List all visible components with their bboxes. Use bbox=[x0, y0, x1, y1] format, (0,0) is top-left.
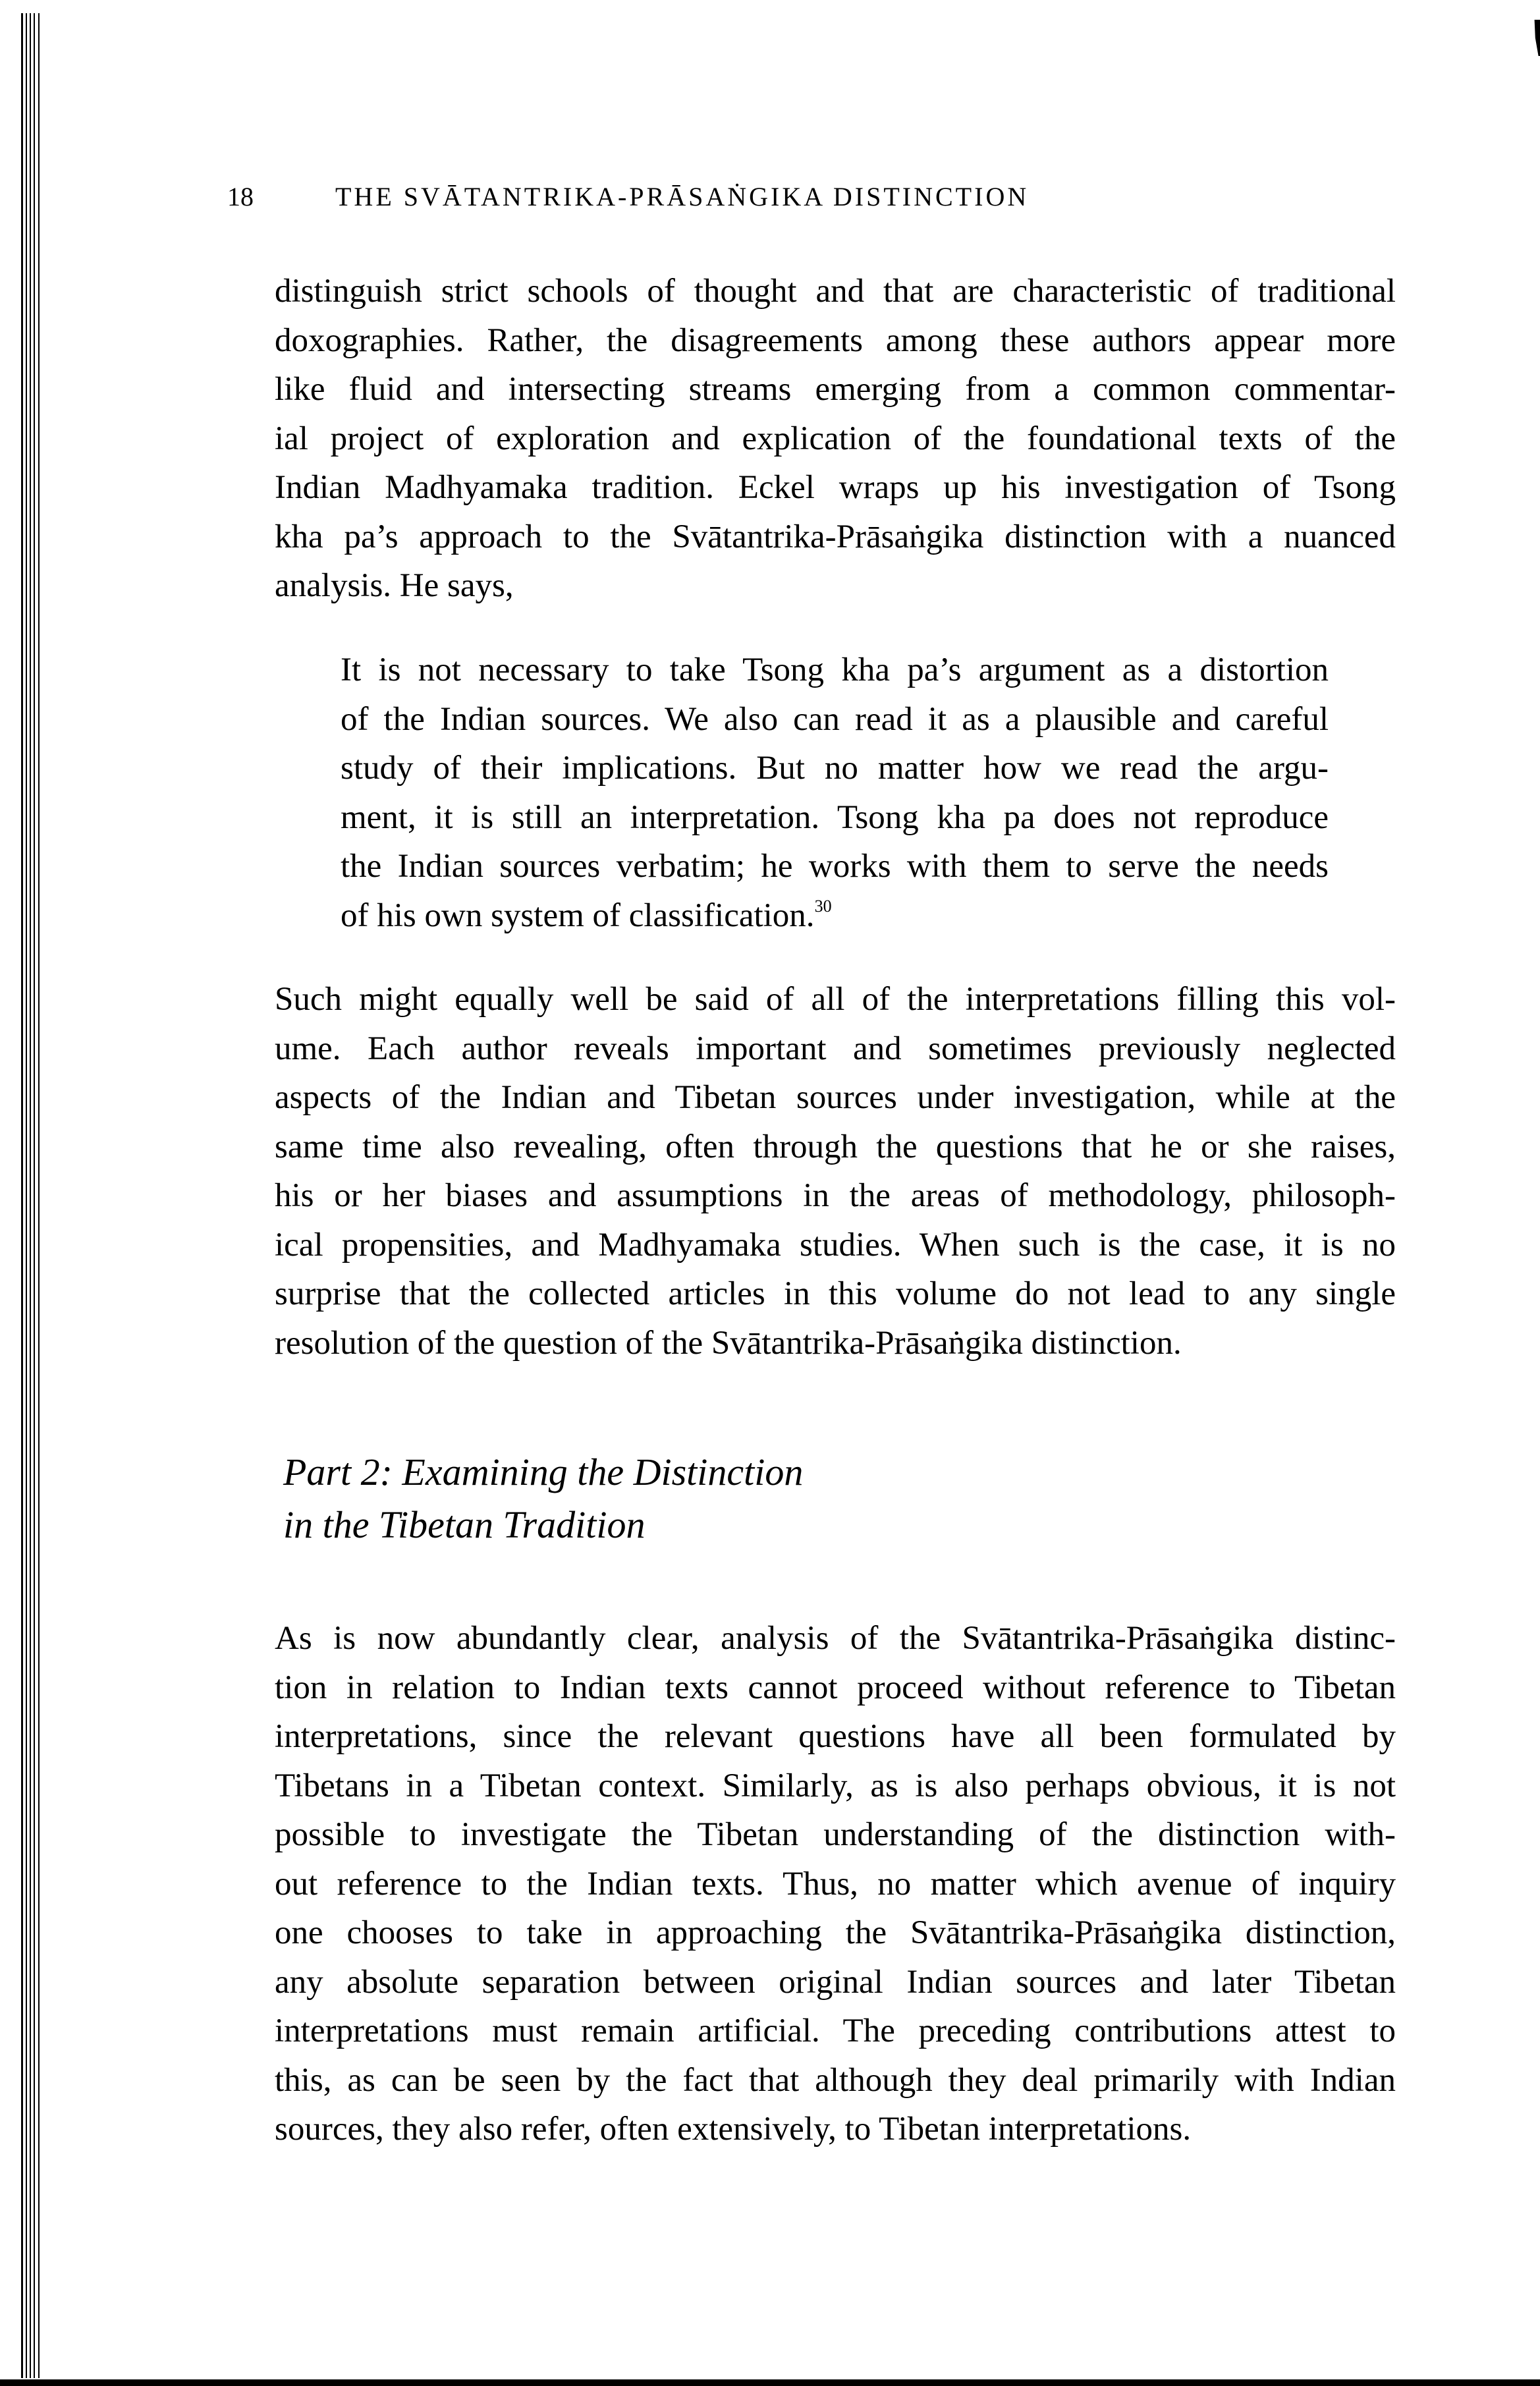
text-line: possible to investigate the Tibetan understanding of the distinction with- bbox=[275, 1816, 1396, 1853]
scan-corner-artifact bbox=[1532, 20, 1540, 56]
text-line: aspects of the Indian and Tibetan sources under investigation, while at the bbox=[275, 1079, 1396, 1116]
text-line: his or her biases and assumptions in the areas of methodology, philosoph- bbox=[275, 1177, 1396, 1214]
section-heading bbox=[283, 1446, 803, 1551]
text-line: distinguish strict schools of thought and that are characteristic of traditional bbox=[275, 273, 1396, 310]
page-number: 18 bbox=[227, 182, 254, 211]
text-line: Such might equally well be said of all of the interpretations filling this vol- bbox=[275, 981, 1396, 1018]
running-head: THE SVĀTANTRIKA-PRĀSAṄGIKA DISTINCTION bbox=[335, 182, 1030, 211]
text-line: any absolute separation between original Indian sources and later Tibetan bbox=[275, 1963, 1396, 2001]
text-line: tion in relation to Indian texts cannot proceed without reference to Tibetan bbox=[275, 1669, 1396, 1706]
text-line: resolution of the question of the Svātantrika-Prāsaṅgika distinction. bbox=[275, 1324, 1182, 1362]
text-line: one chooses to take in approaching the Svātantrika-Prāsaṅgika distinction, bbox=[275, 1914, 1396, 1951]
text-line: kha pa’s approach to the Svātantrika-Prāsaṅgika distinction with a nuanced bbox=[275, 518, 1396, 555]
quote-line: the Indian sources verbatim; he works with them to serve the needs bbox=[341, 848, 1329, 885]
text-line: same time also revealing, often through the questions that he or she raises, bbox=[275, 1128, 1396, 1165]
page-header bbox=[227, 181, 1347, 221]
text-line: As is now abundantly clear, analysis of the Svātantrika-Prāsaṅgika distinc- bbox=[275, 1620, 1396, 1657]
block-quote bbox=[341, 646, 1329, 940]
text-line: analysis. He says, bbox=[275, 567, 514, 604]
text-line: Indian Madhyamaka tradition. Eckel wraps up his investigation of Tsong bbox=[275, 469, 1396, 506]
text-line: ical propensities, and Madhyamaka studies. When such is the case, it is no bbox=[275, 1226, 1396, 1263]
text-line: interpretations, since the relevant questions have all been formulated by bbox=[275, 1718, 1396, 1755]
text-line: surprise that the collected articles in this volume do not lead to any single bbox=[275, 1275, 1396, 1312]
heading-line: in the Tibetan Tradition bbox=[283, 1503, 646, 1546]
paragraph-2 bbox=[275, 975, 1396, 1368]
text-line: doxographies. Rather, the disagreements among these authors appear more bbox=[275, 321, 1396, 359]
text-line: sources, they also refer, often extensively, to Tibetan interpretations. bbox=[275, 2111, 1192, 2148]
quote-line-text: of his own system of classification. bbox=[341, 897, 815, 934]
quote-line: study of their implications. But no matter how we read the argu- bbox=[341, 750, 1329, 787]
quote-line: It is not necessary to take Tsong kha pa’s argument as a distortion bbox=[341, 652, 1329, 688]
text-line: ume. Each author reveals important and sometimes previously neglected bbox=[275, 1030, 1396, 1067]
quote-line-last bbox=[341, 891, 1329, 941]
text-line: interpretations must remain artificial. The preceding contributions attest to bbox=[275, 2012, 1396, 2049]
text-line: out reference to the Indian texts. Thus, no matter which avenue of inquiry bbox=[275, 1865, 1396, 1902]
paragraph-1 bbox=[275, 267, 1396, 611]
heading-line: Part 2: Examining the Distinction bbox=[283, 1451, 804, 1493]
paragraph-3 bbox=[275, 1614, 1396, 2154]
scan-bottom-edge bbox=[0, 2379, 1540, 2386]
text-line: this, as can be seen by the fact that although they deal primarily with Indian bbox=[275, 2061, 1396, 2099]
text-line: ial project of exploration and explication of the foundational texts of the bbox=[275, 420, 1396, 457]
footnote-reference: 30 bbox=[814, 896, 832, 916]
text-line: like fluid and intersecting streams emerging from a common commentar- bbox=[275, 371, 1396, 408]
text-line: Tibetans in a Tibetan context. Similarly, as is also perhaps obvious, it is not bbox=[275, 1767, 1396, 1804]
quote-line: of the Indian sources. We also can read it as a plausible and careful bbox=[341, 700, 1329, 738]
quote-line: ment, it is still an interpretation. Tsong kha pa does not reproduce bbox=[341, 798, 1329, 836]
scan-binding-edge bbox=[21, 13, 41, 2378]
